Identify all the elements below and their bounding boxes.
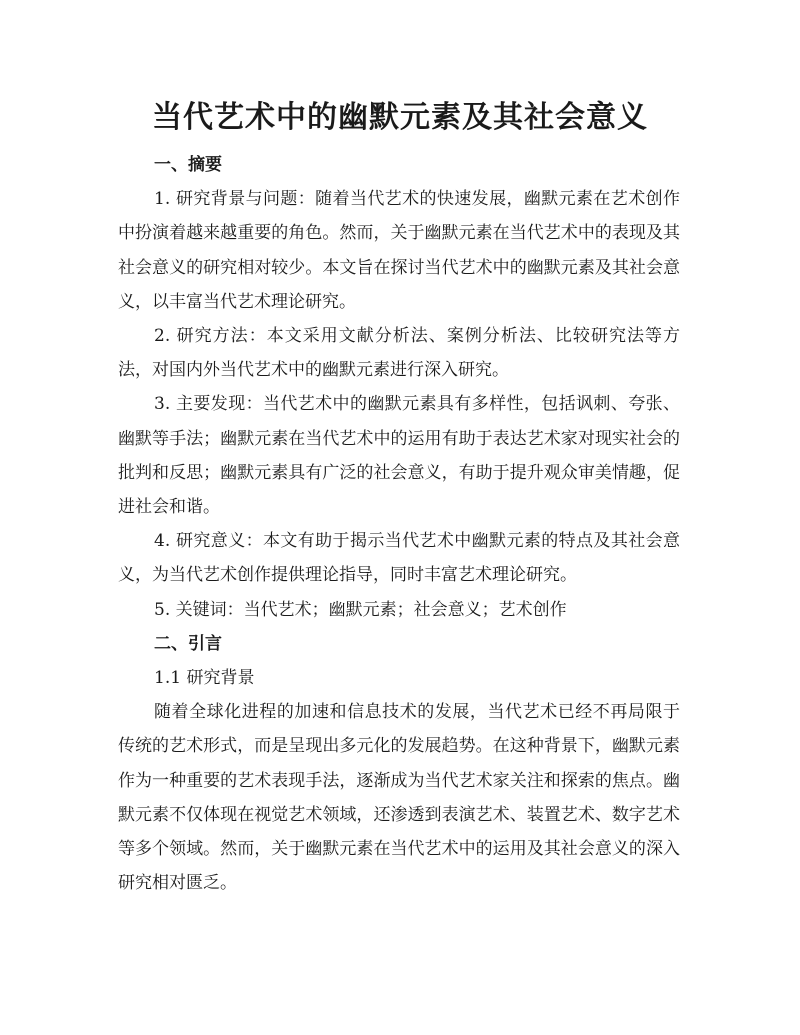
section-heading-abstract: 一、摘要 <box>154 155 222 175</box>
subsection-heading-background: 1.1 研究背景 <box>154 668 255 689</box>
abstract-item-methods: 2. 研究方法：本文采用文献分析法、案例分析法、比较研究法等方法，对国内外当代艺术中的幽默元素进行深入研究。 <box>118 326 680 381</box>
section-heading-intro: 二、引言 <box>154 633 222 654</box>
abstract-item-keywords: 5. 关键词：当代艺术；幽默元素；社会意义；艺术创作 <box>154 599 567 620</box>
abstract-item-findings: 3. 主要发现：当代艺术中的幽默元素具有多样性，包括讽刺、夸张、幽默等手法；幽默元素在当代艺术中的运用有助于表达艺术家对现实社会的批判和反思；幽默元素具有广泛的社会意义，有助于提升观众审美情趣，促进社会和谐。 <box>118 394 680 518</box>
document-title: 当代艺术中的幽默元素及其社会意义 <box>152 100 648 135</box>
document-body <box>118 148 680 900</box>
abstract-item-significance: 4. 研究意义：本文有助于揭示当代艺术中幽默元素的特点及其社会意义，为当代艺术创作提供理论指导，同时丰富艺术理论研究。 <box>118 531 680 586</box>
intro-paragraph: 随着全球化进程的加速和信息技术的发展，当代艺术已经不再局限于传统的艺术形式，而是呈现出多元化的发展趋势。在这种背景下，幽默元素作为一种重要的艺术表现手法，逐渐成为当代艺术家关注和探索的焦点。幽默元素不仅体现在视觉艺术领域，还渗透到表演艺术、装置艺术、数字艺术等多个领域。然而，关于幽默元素在当代艺术中的运用及其社会意义的深入研究相对匮乏。 <box>118 702 680 894</box>
abstract-item-background: 1. 研究背景与问题：随着当代艺术的快速发展，幽默元素在艺术创作中扮演着越来越重要的角色。然而，关于幽默元素在当代艺术中的表现及其社会意义的研究相对较少。本文旨在探讨当代艺术中的幽默元素及其社会意义，以丰富当代艺术理论研究。 <box>118 189 680 312</box>
